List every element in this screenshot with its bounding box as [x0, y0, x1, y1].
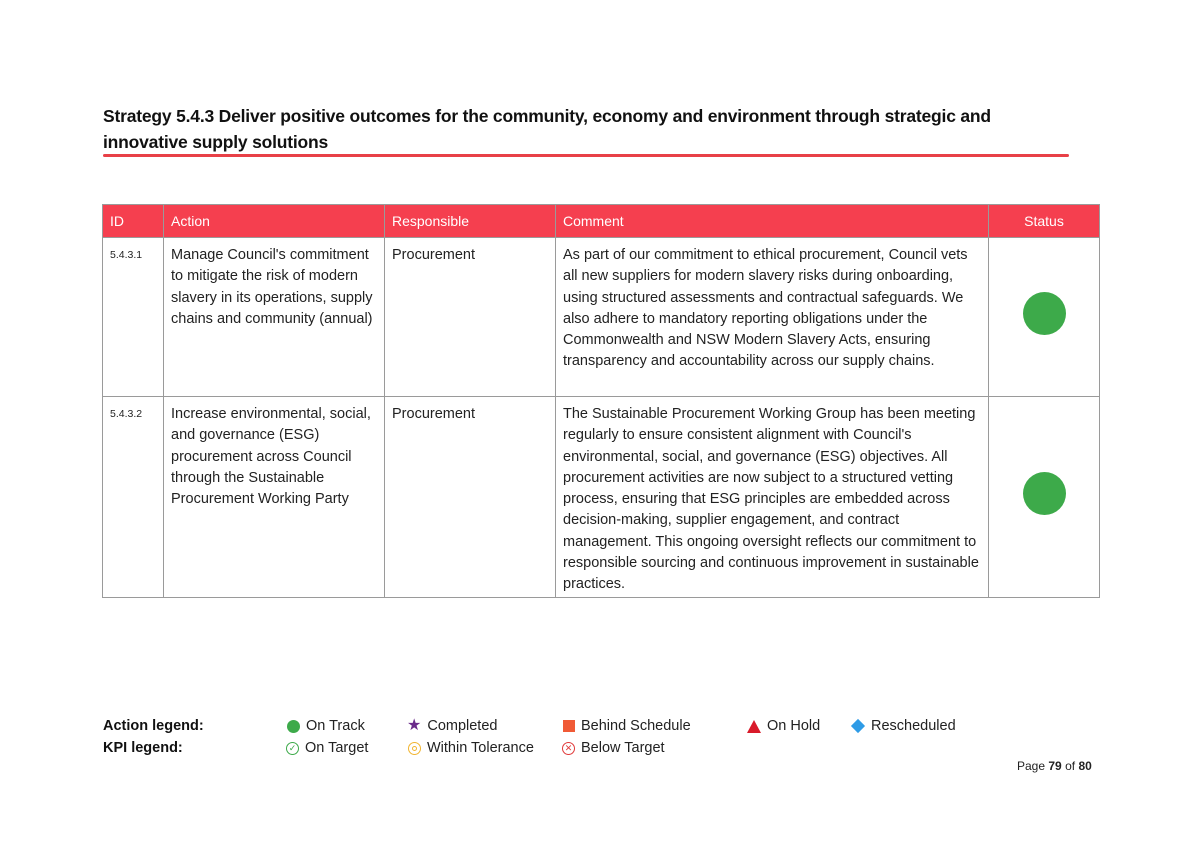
row-responsible: Procurement	[385, 397, 556, 598]
legend-label: Rescheduled	[871, 718, 956, 734]
legend-behind-schedule	[563, 718, 691, 734]
legend-label: Behind Schedule	[581, 718, 691, 734]
strategy-heading: Strategy 5.4.3 Deliver positive outcomes for the community, economy and environment through strategic and innovative supply solutions	[103, 106, 991, 152]
legend-label: Within Tolerance	[427, 740, 534, 756]
page-of: of	[1065, 759, 1076, 773]
header-action: Action	[164, 205, 385, 238]
kpi-legend-label: KPI legend:	[103, 740, 183, 756]
legend-below-target	[562, 740, 665, 756]
legend-on-target	[286, 740, 368, 756]
row-comment: As part of our commitment to ethical procurement, Council vets all new suppliers for modern slavery risks during onboarding, using structured assessments and contractual safeguards. We also adhere to mandatory reporting obligations under the Commonwealth and NSW Modern Slavery Acts, ensuring transparency and accountability across our supply chains.	[556, 238, 989, 397]
target-circle-icon	[408, 742, 421, 755]
table-row	[103, 397, 1100, 598]
legend-label: On Hold	[767, 718, 821, 734]
legend-within-tolerance	[408, 740, 534, 756]
row-id: 5.4.3.2	[103, 397, 164, 598]
page-prefix: Page	[1017, 759, 1046, 773]
on-track-status-icon	[1023, 292, 1066, 335]
header-responsible: Responsible	[385, 205, 556, 238]
row-status	[989, 238, 1100, 397]
actions-table	[102, 204, 1100, 598]
header-id: ID	[103, 205, 164, 238]
legend-on-hold	[747, 718, 820, 734]
row-responsible: Procurement	[385, 238, 556, 397]
row-action: Manage Council's commitment to mitigate the risk of modern slavery in its operations, supply chains and community (annual)	[164, 238, 385, 397]
row-comment: The Sustainable Procurement Working Group has been meeting regularly to ensure consistent alignment with Council's environmental, social, and governance (ESG) objectives. All procurement activities are now subject to a structured vetting process, ensuring that ESG principles are embedded across decision-making, supplier engagement, and contract management. This ongoing oversight reflects our commitment to responsible sourcing and continuous improvement in sustainable practices.	[556, 397, 989, 598]
legend-on-track	[287, 718, 365, 734]
page-current: 79	[1048, 759, 1062, 773]
page-total: 80	[1078, 759, 1092, 773]
legend-label: Below Target	[581, 740, 665, 756]
action-legend-label: Action legend:	[103, 718, 204, 734]
table-header-row	[103, 205, 1100, 238]
row-id: 5.4.3.1	[103, 238, 164, 397]
purple-star-icon: ★	[407, 717, 422, 734]
header-status: Status	[989, 205, 1100, 238]
legend-completed	[407, 718, 497, 734]
orange-square-icon	[563, 720, 575, 732]
legend-rescheduled	[851, 718, 956, 734]
green-circle-icon	[287, 720, 300, 733]
legend-label: On Target	[305, 740, 369, 756]
legend-label: Completed	[427, 718, 498, 734]
table-row	[103, 238, 1100, 397]
heading-underline	[103, 154, 1069, 157]
header-comment: Comment	[556, 205, 989, 238]
red-triangle-icon	[747, 720, 761, 733]
page-number	[1017, 759, 1092, 773]
check-circle-icon: ✓	[286, 742, 299, 755]
legend-label: On Track	[306, 718, 365, 734]
row-status	[989, 397, 1100, 598]
on-track-status-icon	[1023, 472, 1066, 515]
row-action: Increase environmental, social, and governance (ESG) procurement across Council through the Sustainable Procurement Working Party	[164, 397, 385, 598]
blue-diamond-icon	[851, 719, 865, 733]
x-circle-icon: ✕	[562, 742, 575, 755]
